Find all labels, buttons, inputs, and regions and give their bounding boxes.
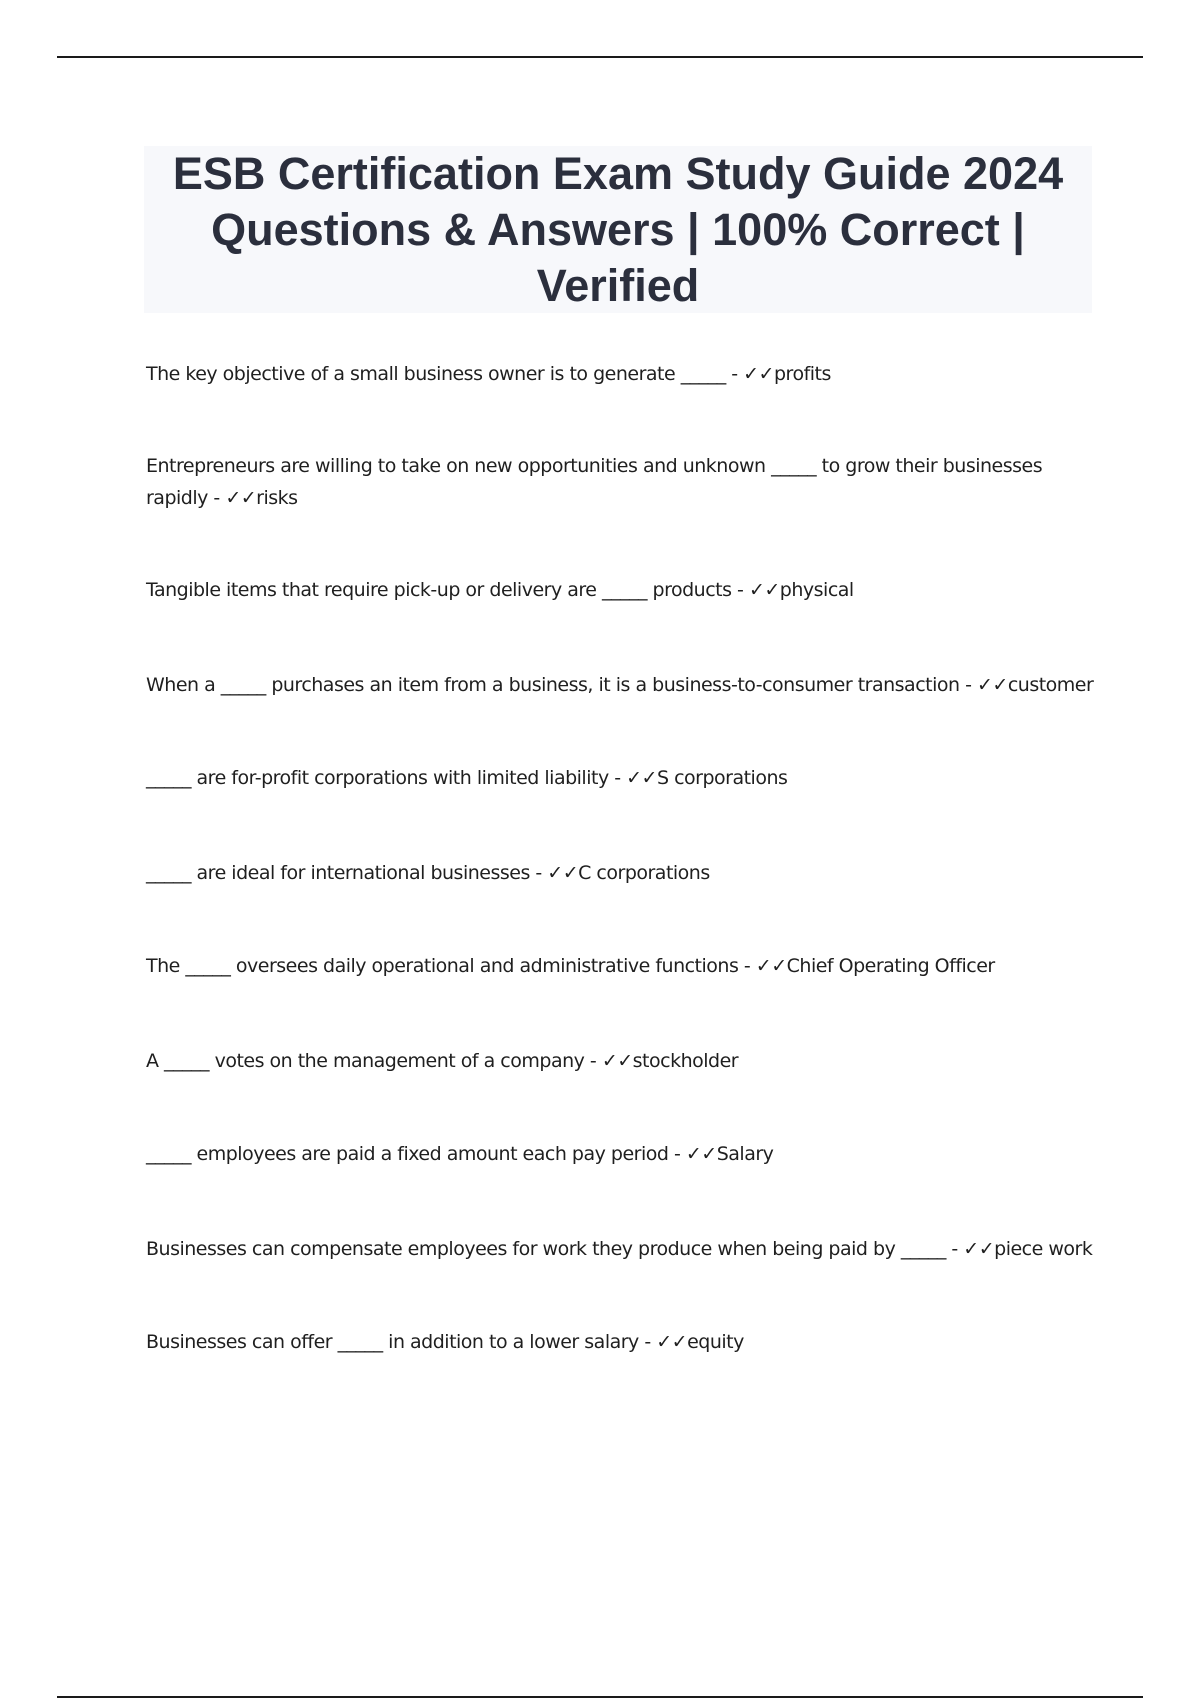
double-check-icon: ✓✓ <box>976 674 1008 696</box>
double-check-icon: ✓✓ <box>626 767 657 789</box>
answer-text: S corporations <box>656 767 788 789</box>
question-text: _____ are ideal for international businesses <box>146 862 530 884</box>
double-check-icon: ✓✓ <box>656 1331 688 1353</box>
separator: - <box>638 1331 657 1353</box>
question-text: The key objective of a small business owner is to generate _____ <box>146 363 726 385</box>
question-text: _____ employees are paid a fixed amount each pay period <box>146 1143 669 1165</box>
double-check-icon: ✓✓ <box>225 487 257 509</box>
separator: - <box>529 862 548 884</box>
question-text: The _____ oversees daily operational and administrative functions <box>146 955 739 977</box>
qa-item <box>146 762 1106 794</box>
double-check-icon: ✓✓ <box>685 1143 717 1165</box>
top-divider <box>57 56 1143 58</box>
title-banner <box>144 146 1092 313</box>
question-text: _____ are for-profit corporations with limited liability <box>146 767 609 789</box>
qa-item <box>146 358 1106 390</box>
double-check-icon: ✓✓ <box>601 1050 633 1072</box>
qa-item <box>146 1326 1106 1358</box>
separator: - <box>959 674 977 696</box>
answer-text: customer <box>1007 674 1094 696</box>
answer-text: piece work <box>994 1238 1093 1260</box>
question-text: Entrepreneurs are willing to take on new opportunities and unknown _____ to grow their businesses rapidly <box>146 455 1043 509</box>
qa-item <box>146 1233 1106 1265</box>
qa-item <box>146 669 1106 701</box>
qa-item <box>146 1138 1106 1170</box>
answer-text: profits <box>773 363 831 385</box>
double-check-icon: ✓✓ <box>743 363 774 385</box>
separator: - <box>668 1143 686 1165</box>
qa-item <box>146 450 1106 514</box>
separator: - <box>207 487 226 509</box>
answer-text: C corporations <box>578 862 710 884</box>
bottom-divider <box>57 1696 1143 1698</box>
separator: - <box>738 955 756 977</box>
separator: - <box>731 579 749 601</box>
answer-text: stockholder <box>632 1050 739 1072</box>
double-check-icon: ✓✓ <box>963 1238 995 1260</box>
answer-text: Chief Operating Officer <box>786 955 995 977</box>
double-check-icon: ✓✓ <box>547 862 579 884</box>
separator: - <box>725 363 744 385</box>
answer-text: physical <box>779 579 854 601</box>
separator: - <box>608 767 627 789</box>
double-check-icon: ✓✓ <box>755 955 787 977</box>
question-text: When a _____ purchases an item from a business, it is a business-to-consumer transaction <box>146 674 960 696</box>
answer-text: risks <box>256 487 298 509</box>
question-text: Tangible items that require pick-up or delivery are _____ products <box>146 579 732 601</box>
separator: - <box>945 1238 964 1260</box>
qa-item <box>146 857 1106 889</box>
separator: - <box>584 1050 602 1072</box>
qa-item <box>146 950 1106 982</box>
question-text: Businesses can offer _____ in addition to a lower salary <box>146 1331 639 1353</box>
qa-item <box>146 574 1106 606</box>
double-check-icon: ✓✓ <box>748 579 780 601</box>
question-text: A _____ votes on the management of a company <box>146 1050 585 1072</box>
qa-item <box>146 1045 1106 1077</box>
document-title: ESB Certification Exam Study Guide 2024 Questions & Answers | 100% Correct | Verified <box>172 147 1064 311</box>
answer-text: equity <box>687 1331 744 1353</box>
answer-text: Salary <box>716 1143 774 1165</box>
question-text: Businesses can compensate employees for work they produce when being paid by _____ <box>146 1238 946 1260</box>
